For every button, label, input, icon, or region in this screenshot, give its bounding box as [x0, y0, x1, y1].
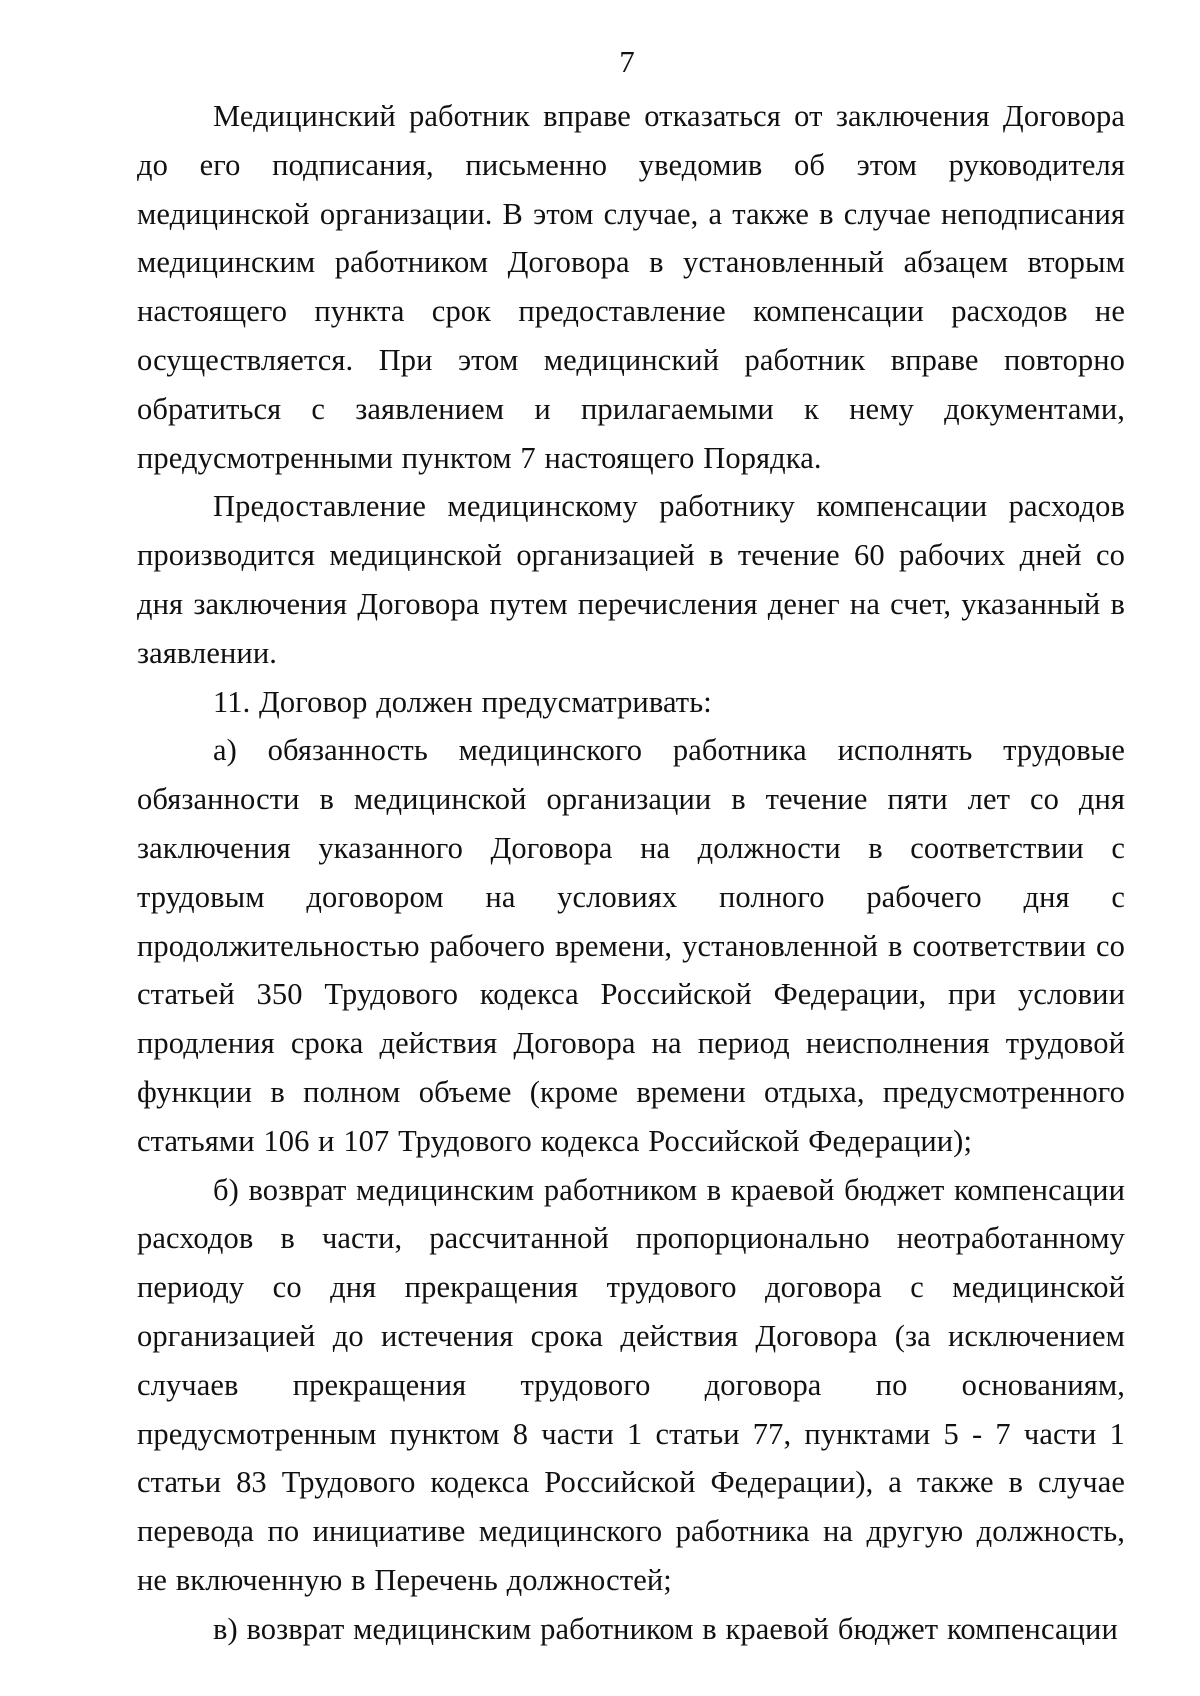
paragraph-item-v: в) возврат медицинским работником в краевой бюджет компенсации — [213, 1611, 1118, 1646]
paragraph-refusal: Медицинский работник вправе отказаться от заключения Договора до его подписания, письменно уведомив об этом руководителя медицинской организации. В этом случае, а также в случае неподписания медицинским работником Договора в установленный абзацем вторым настоящего пункта срок предоставление компенсации расходов не осуществляется. При этом медицинский работник вправе повторно обратиться с заявлением и прилагаемыми к нему документами, предусмотренными пунктом 7 настоящего Порядка. — [137, 99, 1125, 475]
paragraph-compensation-payment: Предоставление медицинскому работнику компенсации расходов производится медицинской организацией в течение 60 рабочих дней со дня заключения Договора путем перечисления денег на счет, указанный в заявлении. — [137, 489, 1125, 670]
page-number: 7 — [619, 44, 635, 79]
paragraph-clause-11-heading: 11. Договор должен предусматривать: — [213, 684, 712, 719]
paragraph-item-b: б) возврат медицинским работником в краевой бюджет компенсации расходов в части, рассчитанной пропорционально неотработанному периоду со дня прекращения трудового договора с медицинской организацией до истечения срока действия Договора (за исключением случаев прекращения трудового договора по основаниям, предусмотренным пунктом 8 части 1 статьи 77, пунктами 5 - 7 части 1 статьи 83 Трудового кодекса Российской Федерации), а также в случае перевода по инициативе медицинского работника на другую должность, не включенную в Перечень должностей; — [137, 1172, 1125, 1597]
paragraph-item-a: а) обязанность медицинского работника исполнять трудовые обязанности в медицинской организации в течение пяти лет со дня заключения указанного Договора на должности в соответствии с трудовым договором на условиях полного рабочего дня с продолжительностью рабочего времени, установленной в соответствии со статьей 350 Трудового кодекса Российской Федерации, при условии продления срока действия Договора на период неисполнения трудовой функции в полном объеме (кроме времени отдыха, предусмотренного статьями 106 и 107 Трудового кодекса Российской Федерации); — [137, 733, 1125, 1158]
document-body — [137, 92, 1125, 1654]
